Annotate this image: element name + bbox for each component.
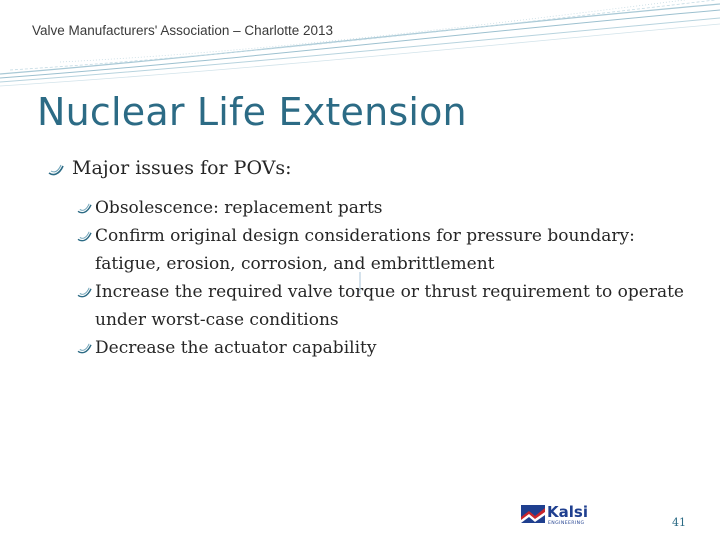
sub-bullet-item [75,278,705,334]
bullet-swoosh-icon [48,163,64,177]
bullet-swoosh-icon [77,202,92,215]
sub-bullet-item [75,222,705,278]
bullet-swoosh-icon [77,342,92,355]
sub-bullet-list [75,194,705,362]
bullet-swoosh-icon [77,230,92,243]
slide-title: Nuclear Life Extension [37,90,467,134]
page-number: 41 [672,516,686,529]
main-bullet [48,157,292,179]
sub-bullet-text: Increase the required valve torque or thrust requirement to operate under worst-case conditions [95,282,684,330]
logo-wordmark: Kalsi [547,503,588,521]
sub-bullet-item [75,194,705,222]
presentation-header: Valve Manufacturers' Association – Charlotte 2013 [32,23,333,38]
text-cursor-mark [359,272,361,294]
sub-bullet-text: Decrease the actuator capability [95,338,377,358]
sub-bullet-text: Obsolescence: replacement parts [95,198,383,218]
bullet-swoosh-icon [77,286,92,299]
kalsi-logo [521,503,616,525]
sub-bullet-item [75,334,705,362]
main-bullet-text: Major issues for POVs: [72,157,292,179]
sub-bullet-text: Confirm original design considerations for pressure boundary: fatigue, erosion, corrosion, and embrittlement [95,226,635,274]
logo-subtext: ENGINEERING [548,521,585,525]
